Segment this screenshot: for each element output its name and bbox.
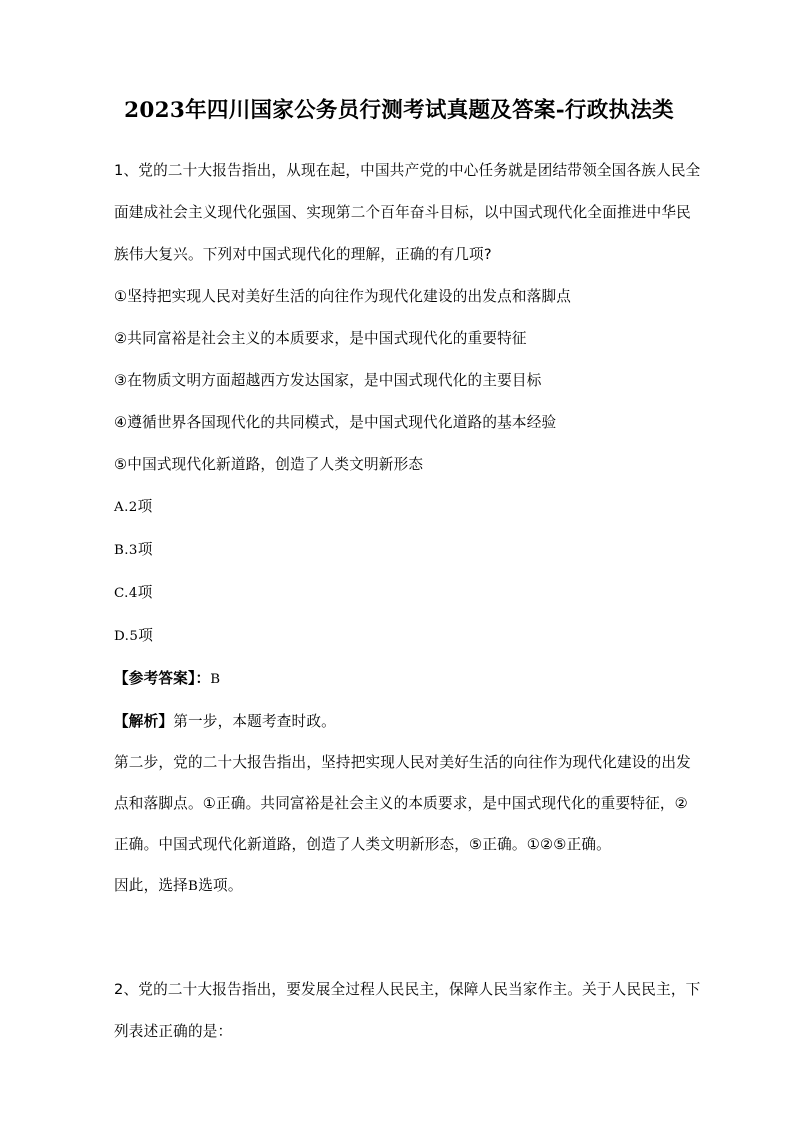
question-1-statement-1: ①坚持把实现人民对美好生活的向往作为现代化建设的出发点和落脚点 xyxy=(114,288,572,305)
question-1-statement-3: ③在物质文明方面超越西方发达国家，是中国式现代化的主要目标 xyxy=(114,372,542,389)
document-content xyxy=(114,96,701,1053)
question-1 xyxy=(114,150,701,907)
choice-d-key: D.5 xyxy=(114,629,139,644)
choice-b-text: 项 xyxy=(137,541,153,558)
analysis-body-line-1: 第二步，党的二十大报告指出，坚持把实现人民对美好生活的向往作为现代化建设的出发 xyxy=(114,754,691,771)
choice-c-key: C.4 xyxy=(114,586,138,601)
choice-a-text: 项 xyxy=(137,498,153,515)
question-separator xyxy=(114,907,682,969)
analysis-body-line-2: 点和落脚点。①正确。共同富裕是社会主义的本质要求，是中国式现代化的重要特征，② xyxy=(114,795,688,812)
conclusion-answer: B xyxy=(187,879,199,894)
choice-c-text: 项 xyxy=(137,584,153,601)
analysis-body-line-3: 正确。中国式现代化新道路，创造了人类文明新形态，⑤正确。①②⑤正确。 xyxy=(114,836,611,853)
question-1-answer xyxy=(114,658,682,701)
question-1-statement-2: ②共同富裕是社会主义的本质要求，是中国式现代化的重要特征 xyxy=(114,330,527,347)
question-2-stem-line-2: 列表述正确的是： xyxy=(114,1023,233,1040)
analysis-conclusion xyxy=(114,865,682,907)
conclusion-suffix: 选项。 xyxy=(198,877,243,894)
question-1-choice-b[interactable] xyxy=(114,529,682,572)
answer-value: B xyxy=(210,672,221,687)
question-1-choice-c[interactable] xyxy=(114,572,682,615)
choice-a-key: A.2 xyxy=(114,500,138,515)
question-1-stem-line-1: 1、党的二十大报告指出，从现在起，中国共产党的中心任务就是团结带领全国各族人民全 xyxy=(114,162,701,179)
question-1-statement-4: ④遵循世界各国现代化的共同模式，是中国式现代化道路的基本经验 xyxy=(114,414,557,431)
analysis-first-step xyxy=(114,701,682,742)
question-1-stem-line-2: 面建成社会主义现代化强国、实现第二个百年奋斗目标，以中国式现代化全面推进中华民 xyxy=(114,204,691,221)
page-title: 2023年四川国家公务员行测考试真题及答案-行政执法类 xyxy=(124,98,674,123)
question-1-choice-a[interactable] xyxy=(114,486,682,529)
conclusion-prefix: 因此，选择 xyxy=(114,877,188,894)
analysis-first-step-text: 第一步，本题考查时政。 xyxy=(173,713,336,730)
question-1-stem-line-3: 族伟大复兴。下列对中国式现代化的理解，正确的有几项? xyxy=(114,246,492,263)
choice-d-text: 项 xyxy=(138,627,154,644)
question-2-stem-line-1: 2、党的二十大报告指出，要发展全过程人民民主，保障人民当家作主。关于人民民主，下 xyxy=(114,981,701,998)
answer-label: 【参考答案】： xyxy=(114,670,211,687)
question-1-statement-5: ⑤中国式现代化新道路，创造了人类文明新形态 xyxy=(114,456,424,473)
choice-b-key: B.3 xyxy=(114,543,138,558)
question-2 xyxy=(114,969,701,1053)
analysis-label: 【解析】 xyxy=(114,713,174,730)
question-1-choice-d[interactable] xyxy=(114,615,682,658)
